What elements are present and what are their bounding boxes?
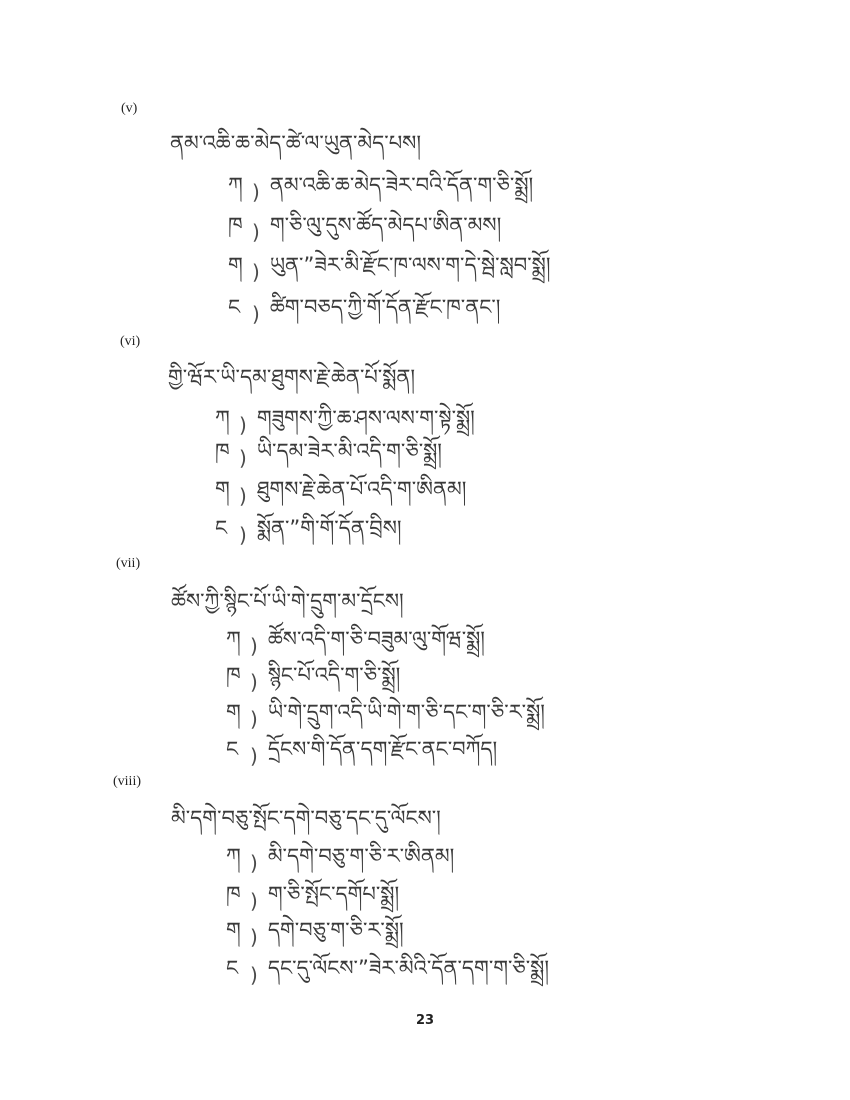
option-text: གཟུགས་ཀྱི་ཆ་ཤས་ལས་ག་སྟེ་སྨྲོ། xyxy=(256,406,475,430)
option-label: ང xyxy=(226,956,239,980)
page-number: 23 xyxy=(415,1013,435,1028)
option-nga xyxy=(215,505,402,564)
option-text: དགེ་བཅུ་ག་ཅི་ར་སྨྲོ། xyxy=(267,918,404,942)
option-bracket: ) xyxy=(250,850,258,875)
option-text: ཐུགས་རྗེ་ཆེན་པོ་འདི་ག་ཨིནམ། xyxy=(256,477,467,501)
option-text: མི་དགེ་བཅུ་ག་ཅི་ར་ཨིནམ། xyxy=(267,844,455,868)
option-label: ཀ xyxy=(228,173,243,197)
option-bracket: ) xyxy=(252,301,260,326)
option-bracket: ) xyxy=(250,706,258,731)
question-number: (vii) xyxy=(116,556,141,571)
option-bracket: ) xyxy=(239,522,247,547)
question-number: (v) xyxy=(121,101,138,116)
option-bracket: ) xyxy=(250,669,258,694)
option-label: ག xyxy=(215,477,230,501)
option-bracket: ) xyxy=(250,962,258,987)
option-bracket: ) xyxy=(250,924,258,949)
question-text: གྱི་ཝོར་ཡི་དམ་ཐུགས་རྗེ་ཆེན་པོ་སྨོན། xyxy=(168,365,416,389)
option-text: ཚོས་འདི་ག་ཅི་བཟུམ་ལུ་གོཝ་སྨྲོ། xyxy=(267,627,485,651)
option-text: ཡུན་”ཟེར་མི་རྫོང་ཁ་ལས་ག་དེ་སྦེ་སླབ་སྨྲོ། xyxy=(269,253,551,277)
option-nga xyxy=(226,945,549,1004)
option-bracket: ) xyxy=(239,412,247,437)
option-text: ག་ཅི་སྤོང་དགོཔ་སྨྲོ། xyxy=(267,882,400,906)
option-nga xyxy=(226,726,497,785)
option-label: ཁ xyxy=(226,882,241,906)
option-label: ཀ xyxy=(226,627,241,651)
question-text: མི་དགེ་བཅུ་སྤོང་དགེ་བཅུ་དང་དུ་ལོངས་། xyxy=(171,806,441,830)
option-label: ཁ xyxy=(226,663,241,687)
option-bracket: ) xyxy=(250,633,258,658)
option-text: སྙིང་པོ་འདི་ག་ཅི་སྨྲོ། xyxy=(267,663,401,687)
option-label: ཀ xyxy=(226,844,241,868)
option-label: ང xyxy=(215,516,228,540)
option-label: ག xyxy=(228,253,243,277)
option-bracket: ) xyxy=(250,888,258,913)
option-label: ང xyxy=(226,737,239,761)
option-text: སྨོན་”གི་གོ་དོན་བྲིས། xyxy=(256,516,402,540)
option-text: དང་དུ་ལོངས་”ཟེར་མིའི་དོན་དག་ག་ཅི་སྨྲོ། xyxy=(267,956,550,980)
option-label: ང xyxy=(228,295,241,319)
option-nga xyxy=(228,284,500,343)
option-text: ཡི་གེ་དྲུག་འདི་ཡི་གེ་ག་ཅི་དང་ག་ཅི་ར་སྨྲོ། xyxy=(267,700,545,724)
option-bracket: ) xyxy=(239,445,247,470)
question-number: (viii) xyxy=(113,774,141,789)
option-label: ག xyxy=(226,918,241,942)
option-bracket: ) xyxy=(239,483,247,508)
option-text: ཡི་དམ་ཟེར་མི་འདི་ག་ཅི་སྨྲོ། xyxy=(256,439,442,463)
option-bracket: ) xyxy=(250,743,258,768)
option-text: དྲོངས་གི་དོན་དག་རྫོང་ནང་བཀོད། xyxy=(267,737,498,761)
option-text: ཚིག་བཅད་ཀྱི་གོ་དོན་རྫོང་ཁ་ནང་། xyxy=(269,295,501,319)
option-bracket: ) xyxy=(252,259,260,284)
option-label: ཁ xyxy=(228,213,243,237)
option-bracket: ) xyxy=(252,179,260,204)
question-text: ནམ་འཆི་ཆ་མེད་ཚེ་ལ་ཡུན་མེད་པས། xyxy=(170,131,422,155)
option-label: ཀ xyxy=(215,406,230,430)
option-text: ནམ་འཆི་ཆ་མེད་ཟེར་བའི་དོན་ག་ཅི་སྨྲོ། xyxy=(269,173,534,197)
option-text: ག་ཅི་ལུ་དུས་ཚོད་མེདཔ་ཨིན་མས། xyxy=(269,213,502,237)
option-label: ཁ xyxy=(215,439,230,463)
option-bracket: ) xyxy=(252,219,260,244)
question-number: (vi) xyxy=(120,334,141,349)
option-label: ག xyxy=(226,700,241,724)
question-text: ཚོས་ཀྱི་སྙིང་པོ་ཡི་གེ་དྲུག་མ་དྲོངས། xyxy=(171,589,404,613)
